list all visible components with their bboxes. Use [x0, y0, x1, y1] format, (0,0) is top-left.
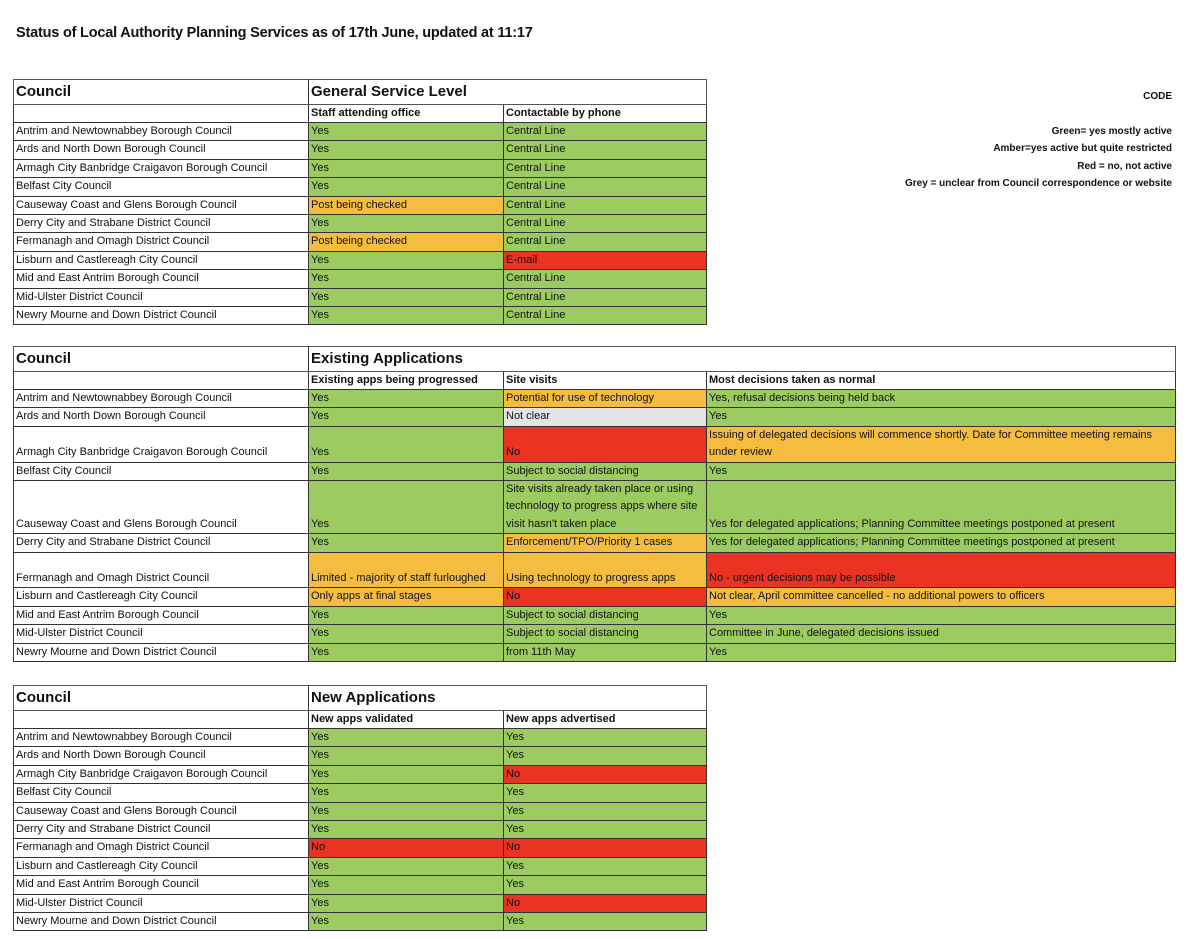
council-name: Antrim and Newtownabbey Borough Council — [14, 390, 309, 408]
status-cell-green: Yes — [309, 913, 504, 931]
status-cell-green: Yes — [309, 123, 504, 141]
status-cell-green: Yes — [504, 747, 707, 765]
legend-item-red: Red = no, not active — [1077, 160, 1172, 172]
table-header-row — [14, 686, 707, 711]
status-cell-red: No — [309, 839, 504, 857]
status-cell-green: Yes — [309, 606, 504, 624]
status-cell-amber: Enforcement/TPO/Priority 1 cases — [504, 534, 707, 552]
table-row — [14, 123, 707, 141]
status-cell-amber: Post being checked — [309, 233, 504, 251]
status-cell-amber: Using technology to progress apps — [504, 552, 707, 588]
status-cell-red: No - urgent decisions may be possible — [707, 552, 1176, 588]
status-cell-green: Yes — [309, 288, 504, 306]
status-cell-green: Subject to social distancing — [504, 462, 707, 480]
table-row — [14, 913, 707, 931]
council-name: Belfast City Council — [14, 178, 309, 196]
council-name: Causeway Coast and Glens Borough Council — [14, 802, 309, 820]
status-cell-green: Committee in June, delegated decisions issued — [707, 625, 1176, 643]
status-cell-green: Central Line — [504, 288, 707, 306]
status-cell-green: Site visits already taken place or using technology to progress apps where site visit hasn't taken place — [504, 481, 707, 534]
table-row — [14, 802, 707, 820]
table-row — [14, 821, 707, 839]
status-cell-green: Yes — [309, 408, 504, 426]
table-row — [14, 141, 707, 159]
status-cell-green: Yes — [309, 178, 504, 196]
table-row — [14, 196, 707, 214]
council-name: Derry City and Strabane District Council — [14, 821, 309, 839]
status-cell-green: Yes — [309, 625, 504, 643]
status-cell-amber: Only apps at final stages — [309, 588, 504, 606]
column-header: Contactable by phone — [504, 105, 707, 123]
status-cell-green: Subject to social distancing — [504, 606, 707, 624]
council-name: Derry City and Strabane District Council — [14, 215, 309, 233]
color-code-legend — [905, 88, 1172, 193]
status-cell-green: Yes — [504, 913, 707, 931]
council-name: Lisburn and Castlereagh City Council — [14, 857, 309, 875]
status-cell-amber: Issuing of delegated decisions will commence shortly. Date for Committee meeting remains under review — [707, 426, 1176, 462]
status-cell-green: Yes — [309, 784, 504, 802]
council-name: Fermanagh and Omagh District Council — [14, 233, 309, 251]
council-name: Belfast City Council — [14, 462, 309, 480]
column-header: New apps advertised — [504, 711, 707, 729]
council-column-header: Council — [14, 80, 309, 105]
table-row — [14, 426, 1176, 462]
council-name: Derry City and Strabane District Council — [14, 534, 309, 552]
status-cell-green: Yes — [309, 251, 504, 269]
status-cell-green: Yes — [504, 802, 707, 820]
status-cell-green: Yes, refusal decisions being held back — [707, 390, 1176, 408]
status-cell-green: Yes — [504, 784, 707, 802]
column-header: Most decisions taken as normal — [707, 372, 1176, 390]
council-name: Armagh City Banbridge Craigavon Borough Council — [14, 159, 309, 177]
table-row — [14, 588, 1176, 606]
table-row — [14, 233, 707, 251]
status-cell-green: Yes — [309, 765, 504, 783]
council-name: Armagh City Banbridge Craigavon Borough Council — [14, 426, 309, 462]
council-name: Causeway Coast and Glens Borough Council — [14, 196, 309, 214]
council-name: Fermanagh and Omagh District Council — [14, 552, 309, 588]
column-header: Staff attending office — [309, 105, 504, 123]
existing-applications-table — [13, 346, 1176, 662]
council-name: Mid-Ulster District Council — [14, 288, 309, 306]
status-cell-green: Yes — [309, 747, 504, 765]
group-header: General Service Level — [309, 80, 707, 105]
table-row — [14, 178, 707, 196]
table-row — [14, 390, 1176, 408]
status-cell-green: Yes — [707, 408, 1176, 426]
table-row — [14, 481, 1176, 534]
council-name: Belfast City Council — [14, 784, 309, 802]
table-row — [14, 251, 707, 269]
status-cell-green: Yes — [504, 857, 707, 875]
council-name: Newry Mourne and Down District Council — [14, 643, 309, 661]
group-header: Existing Applications — [309, 347, 1176, 372]
status-cell-amber: Limited - majority of staff furloughed — [309, 552, 504, 588]
status-cell-green: Central Line — [504, 123, 707, 141]
status-cell-green: Central Line — [504, 233, 707, 251]
status-cell-green: from 11th May — [504, 643, 707, 661]
status-cell-green: Yes — [504, 821, 707, 839]
page-title: Status of Local Authority Planning Services as of 17th June, updated at 11:17 — [16, 25, 533, 41]
council-name: Ards and North Down Borough Council — [14, 141, 309, 159]
table-row — [14, 270, 707, 288]
column-header: Site visits — [504, 372, 707, 390]
new-applications-table — [13, 685, 707, 931]
council-name: Causeway Coast and Glens Borough Council — [14, 481, 309, 534]
table-row — [14, 894, 707, 912]
status-cell-green: Yes — [707, 643, 1176, 661]
status-cell-green: Yes for delegated applications; Planning Committee meetings postponed at present — [707, 534, 1176, 552]
empty-header-cell — [14, 711, 309, 729]
council-name: Antrim and Newtownabbey Borough Council — [14, 123, 309, 141]
status-cell-green: Yes — [309, 876, 504, 894]
column-header: New apps validated — [309, 711, 504, 729]
column-header-row — [14, 105, 707, 123]
status-cell-green: Yes — [309, 802, 504, 820]
council-name: Fermanagh and Omagh District Council — [14, 839, 309, 857]
council-name: Mid and East Antrim Borough Council — [14, 606, 309, 624]
table-row — [14, 552, 1176, 588]
council-column-header: Council — [14, 347, 309, 372]
status-cell-amber: Not clear, April committee cancelled - no additional powers to officers — [707, 588, 1176, 606]
council-name: Ards and North Down Borough Council — [14, 747, 309, 765]
council-column-header: Council — [14, 686, 309, 711]
table-header-row — [14, 80, 707, 105]
council-name: Newry Mourne and Down District Council — [14, 307, 309, 325]
council-name: Lisburn and Castlereagh City Council — [14, 251, 309, 269]
table-row — [14, 462, 1176, 480]
council-name: Newry Mourne and Down District Council — [14, 913, 309, 931]
table-row — [14, 857, 707, 875]
status-cell-green: Central Line — [504, 178, 707, 196]
status-cell-green: Central Line — [504, 270, 707, 288]
status-cell-green: Central Line — [504, 307, 707, 325]
table-row — [14, 747, 707, 765]
table-row — [14, 288, 707, 306]
column-header-row — [14, 711, 707, 729]
status-cell-green: Yes — [309, 159, 504, 177]
table-row — [14, 408, 1176, 426]
council-name: Antrim and Newtownabbey Borough Council — [14, 729, 309, 747]
table-row — [14, 534, 1176, 552]
council-name: Mid and East Antrim Borough Council — [14, 270, 309, 288]
status-cell-green: Yes — [309, 390, 504, 408]
status-cell-green: Subject to social distancing — [504, 625, 707, 643]
status-cell-red: No — [504, 765, 707, 783]
status-cell-green: Yes — [309, 821, 504, 839]
status-cell-grey: Not clear — [504, 408, 707, 426]
status-cell-red: No — [504, 426, 707, 462]
status-cell-red: No — [504, 839, 707, 857]
status-cell-green: Yes — [309, 729, 504, 747]
status-cell-green: Central Line — [504, 196, 707, 214]
table-row — [14, 643, 1176, 661]
status-cell-green: Yes — [309, 270, 504, 288]
status-cell-green: Central Line — [504, 141, 707, 159]
status-cell-green: Yes — [309, 534, 504, 552]
legend-item-grey: Grey = unclear from Council correspondence or website — [904, 178, 1172, 189]
group-header: New Applications — [309, 686, 707, 711]
status-cell-green: Yes — [309, 857, 504, 875]
empty-header-cell — [14, 372, 309, 390]
status-cell-green: Yes — [309, 307, 504, 325]
empty-header-cell — [14, 105, 309, 123]
status-cell-green: Yes — [309, 141, 504, 159]
status-cell-green: Yes — [504, 729, 707, 747]
table-row — [14, 159, 707, 177]
table-row — [14, 729, 707, 747]
status-cell-green: Yes — [309, 481, 504, 534]
table-row — [14, 765, 707, 783]
status-cell-amber: Potential for use of technology — [504, 390, 707, 408]
council-name: Ards and North Down Borough Council — [14, 408, 309, 426]
general-service-level-table — [13, 79, 707, 325]
table-row — [14, 215, 707, 233]
legend-item-amber: Amber=yes active but quite restricted — [993, 143, 1172, 154]
status-cell-green: Yes — [707, 606, 1176, 624]
column-header: Existing apps being progressed — [309, 372, 504, 390]
table-row — [14, 784, 707, 802]
status-cell-green: Yes — [309, 894, 504, 912]
column-header-row — [14, 372, 1176, 390]
council-name: Mid and East Antrim Borough Council — [14, 876, 309, 894]
status-cell-green: Central Line — [504, 159, 707, 177]
council-name: Lisburn and Castlereagh City Council — [14, 588, 309, 606]
status-cell-green: Yes — [309, 426, 504, 462]
status-cell-red: No — [504, 894, 707, 912]
legend-heading: CODE — [1143, 91, 1172, 102]
status-cell-red: No — [504, 588, 707, 606]
status-cell-green: Yes for delegated applications; Planning Committee meetings postponed at present — [707, 481, 1176, 534]
table-row — [14, 625, 1176, 643]
status-cell-green: Yes — [504, 876, 707, 894]
council-name: Mid-Ulster District Council — [14, 894, 309, 912]
table-row — [14, 606, 1176, 624]
council-name: Armagh City Banbridge Craigavon Borough Council — [14, 765, 309, 783]
table-row — [14, 307, 707, 325]
table-row — [14, 839, 707, 857]
council-name: Mid-Ulster District Council — [14, 625, 309, 643]
table-row — [14, 876, 707, 894]
legend-item-green: Green= yes mostly active — [1051, 125, 1172, 137]
status-cell-green: Yes — [309, 215, 504, 233]
table-header-row — [14, 347, 1176, 372]
status-cell-green: Yes — [707, 462, 1176, 480]
status-cell-green: Yes — [309, 643, 504, 661]
status-cell-red: E-mail — [504, 251, 707, 269]
status-cell-green: Central Line — [504, 215, 707, 233]
status-cell-amber: Post being checked — [309, 196, 504, 214]
status-cell-green: Yes — [309, 462, 504, 480]
